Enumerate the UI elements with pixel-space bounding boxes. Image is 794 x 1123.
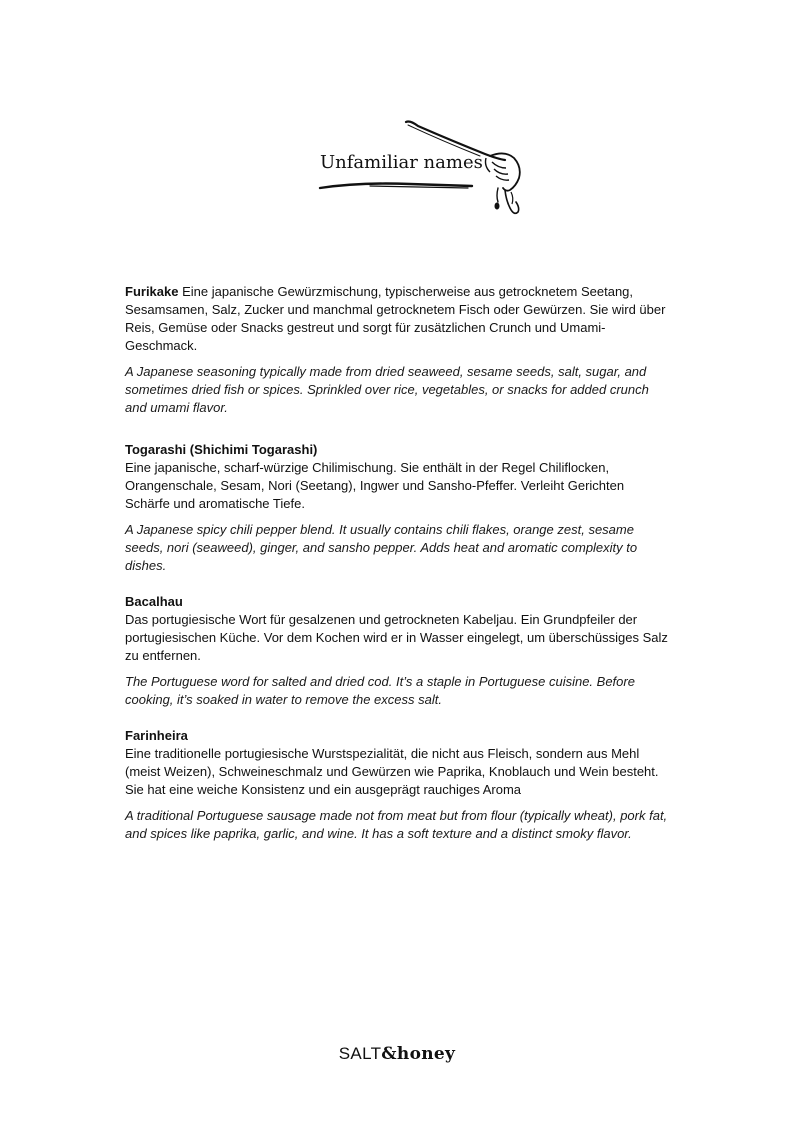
entry-english-description: The Portuguese word for salted and dried cod. It’s a staple in Portuguese cuisine. Before cooking, it’s soaked in water to remove the excess salt. (125, 674, 635, 707)
glossary (125, 283, 670, 861)
page-footer (0, 1044, 794, 1064)
entry-german-text (125, 283, 670, 355)
glossary-entry-farinheira (125, 727, 670, 843)
entry-german-description: Eine japanische, scharf-würzige Chilimischung. Sie enthält in der Regel Chiliflocken, Orangenschale, Sesam, Nori (Seetang), Ingwer und Sansho-Pfeffer. Verleiht Gerichten Schärfe und aromatische Tiefe. (125, 460, 625, 511)
entry-english-description: A Japanese seasoning typically made from dried seaweed, sesame seeds, salt, sugar, and sometimes dried fish or spices. Sprinkled over rice, vegetables, or snacks for added crunch and umami flavor. (125, 364, 649, 415)
entry-german-description: Eine traditionelle portugiesische Wurstspezialität, die nicht aus Fleisch, sondern aus Mehl (meist Weizen), Schweineschmalz und Gewürzen wie Paprika, Knoblauch und Wein besteht. Sie hat eine weiche Konsistenz und ein ausgeprägt rauchiges Aroma (125, 746, 659, 797)
glossary-entry-bacalhau (125, 593, 670, 709)
brand-logo (339, 1044, 455, 1064)
glossary-entry-togarashi (125, 441, 670, 575)
logo-ampersand: & (381, 1044, 397, 1064)
entry-term: Togarashi (Shichimi Togarashi) (125, 442, 318, 457)
page-title: Unfamiliar names (320, 152, 483, 173)
glossary-entry-furikake (125, 283, 670, 417)
entry-term: Bacalhau (125, 594, 183, 609)
entry-term: Farinheira (125, 728, 188, 743)
entry-german-description: Eine japanische Gewürzmischung, typischerweise aus getrocknetem Seetang, Sesamsamen, Salz, Zucker und manchmal getrocknetem Fisch oder Gewürzen. Sie wird über Reis, Gemüse oder Snacks gestreut und sorgt für zusätzlichen Crunch und Umami-Geschmack. (125, 284, 666, 353)
logo-salt: SALT (338, 1044, 382, 1063)
entry-english-description: A Japanese spicy chili pepper blend. It usually contains chili flakes, orange zest, sesame seeds, nori (seaweed), ginger, and sansho pepper. Adds heat and aromatic complexity to dishes. (125, 522, 638, 573)
logo-honey: honey (396, 1044, 456, 1064)
entry-english-description: A traditional Portuguese sausage made not from meat but from flour (typically wheat), pork fat, and spices like paprika, garlic, and wine. It has a soft texture and a distinct smoky flavor. (125, 808, 668, 841)
entry-term: Furikake (125, 284, 179, 299)
entry-german-description: Das portugiesische Wort für gesalzenen und getrockneten Kabeljau. Ein Grundpfeiler der portugiesischen Küche. Vor dem Kochen wird er in Wasser eingelegt, um überschüssiges Salz zu entfernen. (125, 612, 668, 663)
page-header (300, 112, 540, 222)
